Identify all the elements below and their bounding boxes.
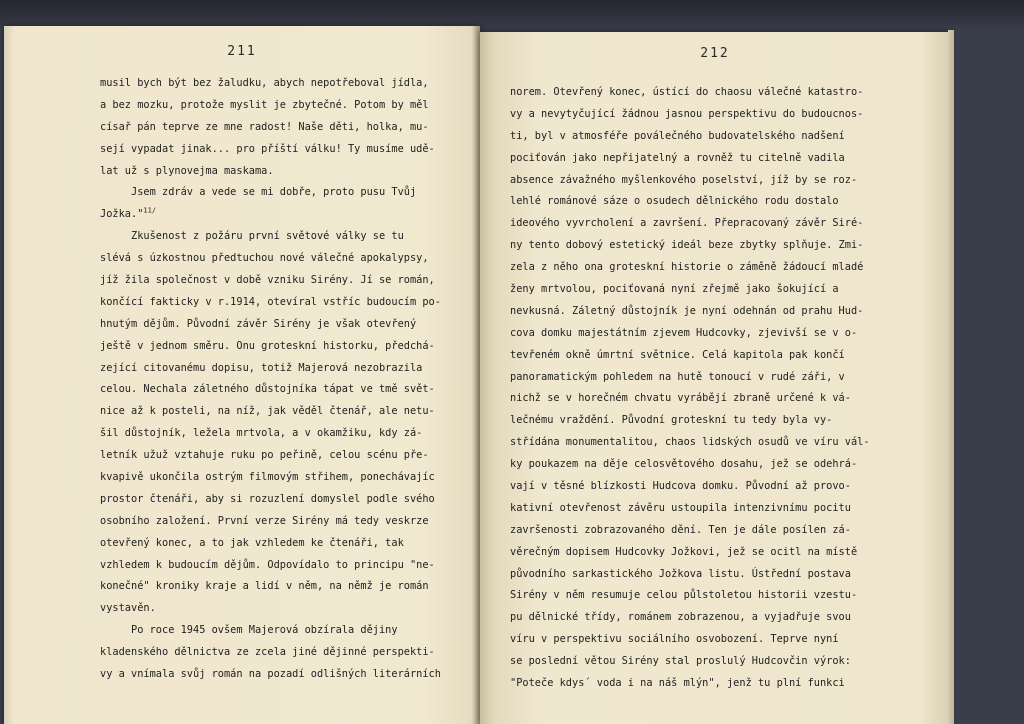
text-line: otevřený konec, a to jak vzhledem ke čtenáři, tak xyxy=(100,536,404,549)
text-line: Jožka."$^{11/}$ xyxy=(100,206,157,221)
text-line: Jsem zdráv a vede se mi dobře, proto pusu Tvůj xyxy=(100,186,417,199)
text-line: lečnému vraždění. Původní groteskní tu tedy byla vy- xyxy=(510,414,833,427)
text-line: nice až k posteli, na níž, jak věděl čtenář, ale netu- xyxy=(100,405,435,418)
text-line: pociťován jako nepřijatelný a rovněž tu citelně vadila xyxy=(510,151,845,164)
text-line: nichž se v horečném chvatu vyrábějí zbraně určené k vá- xyxy=(510,392,851,405)
text-line: ny tento dobový estetický ideál beze zbytky splňuje. Zmi- xyxy=(510,239,864,252)
text-line: kativní otevřenost závěru ustoupila intenzivnímu pocitu xyxy=(510,501,851,514)
text-line: víru v perspektivu sociálního osvobození. Teprve nyní xyxy=(510,633,839,646)
text-line: kvapivě ukončila ostrým filmovým střihem, ponechávajíc xyxy=(100,471,435,484)
text-line: vy a nevytyčující žádnou jasnou perspektivu do budoucnos- xyxy=(510,107,864,120)
text-line: šil důstojník, ležela mrtvola, a v okamžiku, kdy zá- xyxy=(100,427,423,440)
text-line: ideového vyvrcholení a završení. Přepracovaný závěr Siré- xyxy=(510,217,864,230)
right-page-text xyxy=(510,82,870,695)
text-line: původního sarkastického Jožkova listu. Ústřední postava xyxy=(510,567,851,580)
text-line: pu dělnické třídy, románem zobrazenou, a vyjadřuje svou xyxy=(510,611,851,624)
text-line: hnutým dějům. Původní závěr Sirény je však otevřený xyxy=(100,317,417,330)
text-line: vzhledem k budoucím dějům. Odpovídalo to principu "ne- xyxy=(100,558,435,571)
text-line: vy a vnímala svůj román na pozadí odlišných literárních xyxy=(100,668,441,681)
text-line: "Poteče kdys´ voda i na náš mlýn", jenž tu plní funkci xyxy=(510,677,845,690)
text-line: lehlé románové sáze o osudech dělnického rodu dostalo xyxy=(510,195,839,208)
text-line: slévá s úzkostnou předtuchou nové válečné apokalypsy, xyxy=(100,252,429,265)
text-line: končící fakticky v r.1914, otevíral vstříc budoucím po- xyxy=(100,295,441,308)
text-line: jíž žila společnost v době vzniku Sirény. Jí se román, xyxy=(100,274,435,287)
text-line: završenosti zobrazovaného dění. Ten je dále posílen zá- xyxy=(510,523,851,536)
text-line: sejí vypadat jinak... pro příští válku! Ty musíme udě- xyxy=(100,142,435,155)
left-page-text xyxy=(100,73,441,686)
text-line: ještě v jednom směru. Onu groteskní historku, předchá- xyxy=(100,339,435,352)
text-line: tevřeném okně úmrtní světnice. Celá kapitola pak končí xyxy=(510,348,845,361)
text-line: osobního založení. První verze Sirény má tedy veskrze xyxy=(100,514,429,527)
text-line: zela z něho ona groteskní historie o záměně žádoucí mladé xyxy=(510,261,864,274)
text-line: Po roce 1945 ovšem Majerová obzírala dějiny xyxy=(100,624,398,637)
text-line: prostor čtenáři, aby si rozuzlení domyslel podle svého xyxy=(100,492,435,505)
text-line: panoramatickým pohledem na hutě tonoucí v rudé záři, v xyxy=(510,370,845,383)
text-line: vají v těsné blízkosti Hudcova domku. Původní až provo- xyxy=(510,480,851,493)
text-line: ky poukazem na děje celosvětového dosahu, jež se odehrá- xyxy=(510,458,858,471)
text-line: věrečným dopisem Hudcovky Jožkovi, jež se ocitl na místě xyxy=(510,545,858,558)
text-line: konečné" kroniky kraje a lidí v něm, na němž je román xyxy=(100,580,429,593)
text-line: lat už s plynovejma maskama. xyxy=(100,164,274,177)
left-page xyxy=(4,26,480,724)
text-line: ženy mrtvolou, pociťovaná nyní zřejmě jako šokující a xyxy=(510,283,839,296)
text-line: letník užuž vztahuje ruku po peřině, celou scénu pře- xyxy=(100,449,429,462)
text-line: císař pán teprve ze mne radost! Naše děti, holka, mu- xyxy=(100,120,429,133)
text-line: Zkušenost z požáru první světové války se tu xyxy=(100,230,404,243)
right-page xyxy=(480,32,950,724)
text-line: norem. Otevřený konec, ústící do chaosu válečné katastro- xyxy=(510,86,864,98)
text-line: kladenského dělnictva ze zcela jiné dějinné perspekti- xyxy=(100,646,435,659)
page-stack-edge xyxy=(948,30,954,724)
text-line: střídána monumentalitou, chaos lidských osudů ve víru vál- xyxy=(510,436,870,449)
text-line: vystavěn. xyxy=(100,602,156,615)
text-line: musil bych být bez žaludku, abych nepotřeboval jídla, xyxy=(100,77,429,89)
text-line: Sirény v něm resumuje celou půlstoletou historii vzestu- xyxy=(510,589,858,602)
text-line: absence závažného myšlenkového poselství, jíž by se roz- xyxy=(510,173,858,186)
text-line: a bez mozku, protože myslit je zbytečné. Potom by měl xyxy=(100,98,429,111)
page-number-right: 212 xyxy=(700,46,730,61)
text-line: nevkusná. Záletný důstojník je nyní odehnán od prahu Hud- xyxy=(510,304,864,317)
footnote-mark: 11/ xyxy=(143,206,157,215)
page-number-left: 211 xyxy=(227,44,257,59)
text-line: cova domku majestátním zjevem Hudcovky, zjevivší se v o- xyxy=(510,326,858,339)
text-line: se poslední větou Sirény stal proslulý Hudcovčin výrok: xyxy=(510,655,851,668)
text-line: ti, byl v atmosféře poválečného budovatelského nadšení xyxy=(510,129,845,142)
text-line: zející citovanému dopisu, totiž Majerová nezobrazila xyxy=(100,361,423,374)
text-line: celou. Nechala záletného důstojníka tápat ve tmě svět- xyxy=(100,383,435,396)
